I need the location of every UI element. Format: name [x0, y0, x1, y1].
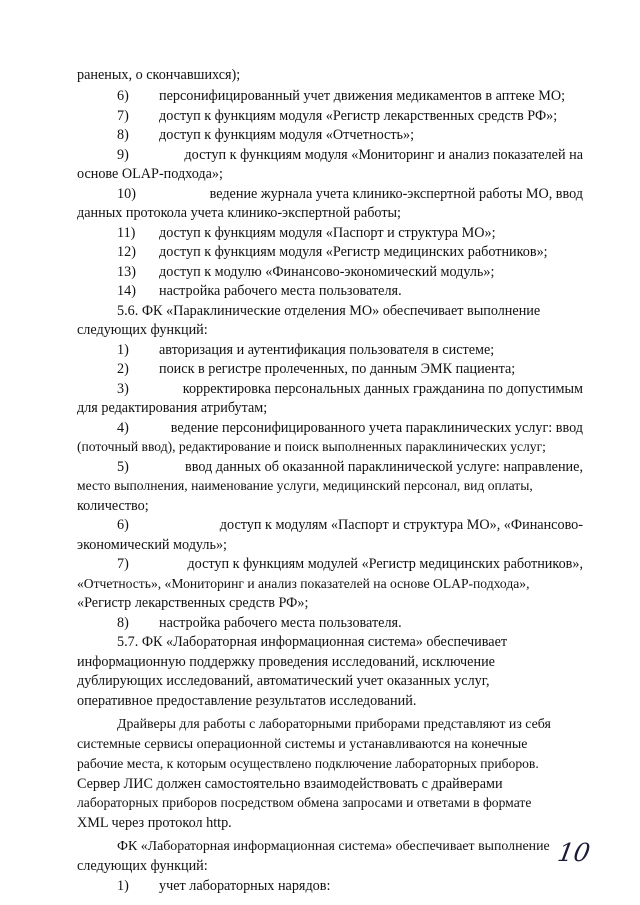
text-line: экономический модуль»; — [77, 537, 227, 553]
list-item-text: авторизация и аутентификация пользователя в системе; — [159, 342, 495, 358]
list-item — [117, 146, 583, 164]
list-number: 6) — [117, 517, 129, 533]
text-line: XML через протокол http. — [77, 815, 232, 831]
list-item-text: доступ к функциям модулей «Регистр медицинских работников», — [187, 556, 583, 572]
list-number: 11) — [117, 225, 136, 241]
list-item — [117, 126, 414, 144]
list-number: 5) — [117, 459, 129, 475]
list-number: 8) — [117, 615, 129, 631]
list-number: 13) — [117, 264, 136, 280]
list-item-text: доступ к функциям модуля «Регистр медицинских работников»; — [159, 244, 548, 260]
list-item-text: ввод данных об оказанной параклинической услуге: направление, — [185, 459, 583, 475]
section-heading-text: 5.7. ФК «Лабораторная информационная система» обеспечивает — [117, 634, 508, 650]
list-item-text: настройка рабочего места пользователя. — [159, 283, 402, 299]
text-line: лабораторных приборов посредством обмена запросами и ответами в формате — [77, 795, 532, 810]
list-item-text: ведение журнала учета клинико-экспертной работы МО, ввод — [209, 186, 583, 202]
text-line: место выполнения, наименование услуги, медицинский персонал, вид оплаты, — [77, 478, 533, 493]
list-number: 7) — [117, 556, 129, 572]
list-item-text: доступ к функциям модуля «Мониторинг и анализ показателей на — [184, 147, 583, 163]
text-line: основе OLAP-подхода»; — [77, 166, 223, 182]
list-item — [117, 614, 402, 632]
list-item — [117, 555, 583, 573]
text-line: Сервер ЛИС должен самостоятельно взаимодействовать с драйверами — [77, 776, 503, 792]
text-line: для редактирования атрибутам; — [77, 400, 268, 416]
list-item-text: доступ к функциям модуля «Отчетность»; — [159, 127, 415, 143]
text-line: информационную поддержку проведения исследований, исключение — [77, 654, 495, 670]
list-number: 9) — [117, 147, 129, 163]
list-item — [117, 419, 583, 437]
text-line: следующих функций: — [77, 858, 208, 874]
text-line: оперативное предоставление результатов исследований. — [77, 693, 417, 709]
list-number: 7) — [117, 108, 129, 124]
list-item — [117, 224, 496, 242]
list-number: 6) — [117, 88, 129, 104]
handwritten-page-number: 10 — [555, 838, 593, 867]
text-line: рабочие места, к которым осуществлено подключение лабораторных приборов. — [77, 756, 539, 771]
list-item — [117, 877, 330, 895]
list-item — [117, 263, 494, 281]
list-number: 12) — [117, 244, 136, 260]
list-item — [117, 380, 583, 398]
list-number: 1) — [117, 878, 129, 894]
text-line: дублирующих исследований, автоматический учет оказанных услуг, — [77, 673, 490, 689]
list-item-text: настройка рабочего места пользователя. — [159, 615, 402, 631]
list-number: 1) — [117, 342, 129, 358]
text-line: (поточный ввод), редактирование и поиск выполненных параклинических услуг; — [77, 439, 546, 454]
list-item-text: доступ к модулю «Финансово-экономический модуль»; — [159, 264, 495, 280]
list-item-text: ведение персонифицированного учета параклинических услуг: ввод — [170, 420, 583, 436]
list-item-text: корректировка персональных данных гражданина по допустимым — [182, 381, 583, 397]
list-item-text: доступ к функциям модуля «Регистр лекарственных средств РФ»; — [159, 108, 558, 124]
list-item — [117, 107, 557, 125]
text-line: раненых, о скончавшихся); — [77, 67, 241, 83]
list-item-text: персонифицированный учет движения медикаментов в аптеке МО; — [159, 88, 566, 104]
list-number: 10) — [117, 186, 136, 202]
section-heading — [117, 633, 583, 651]
list-item-text: учет лабораторных нарядов: — [159, 878, 331, 894]
list-item — [117, 282, 402, 300]
text-line: количество; — [77, 498, 149, 514]
list-item-text: поиск в регистре пролеченных, по данным ЭМК пациента; — [159, 361, 516, 377]
text-line: ФК «Лабораторная информационная система» обеспечивает выполнение — [117, 839, 550, 854]
list-item — [117, 516, 583, 534]
text-line: «Регистр лекарственных средств РФ»; — [77, 595, 309, 611]
list-number: 8) — [117, 127, 129, 143]
text-line: «Отчетность», «Мониторинг и анализ показателей на основе OLAP-подхода», — [77, 576, 530, 591]
list-number: 14) — [117, 283, 136, 299]
text-line: Драйверы для работы с лабораторными приборами представляют из себя — [117, 717, 551, 732]
list-item — [117, 341, 494, 359]
list-item-text: доступ к модулям «Паспорт и структура МО», «Финансово- — [219, 517, 583, 533]
list-number: 2) — [117, 361, 129, 377]
list-number: 4) — [117, 420, 129, 436]
section-heading: 5.6. ФК «Параклинические отделения МО» обеспечивает выполнение — [117, 303, 541, 319]
list-item-text: доступ к функциям модуля «Паспорт и структура МО»; — [159, 225, 496, 241]
list-number: 3) — [117, 381, 129, 397]
list-item — [117, 243, 548, 261]
list-item — [117, 458, 583, 476]
text-line: следующих функций: — [77, 322, 208, 338]
text-line: данных протокола учета клинико-экспертной работы; — [77, 205, 401, 221]
list-item — [117, 87, 565, 105]
list-item — [117, 360, 515, 378]
list-item — [117, 185, 583, 203]
text-line: системные сервисы операционной системы и устанавливаются на конечные — [77, 737, 528, 752]
